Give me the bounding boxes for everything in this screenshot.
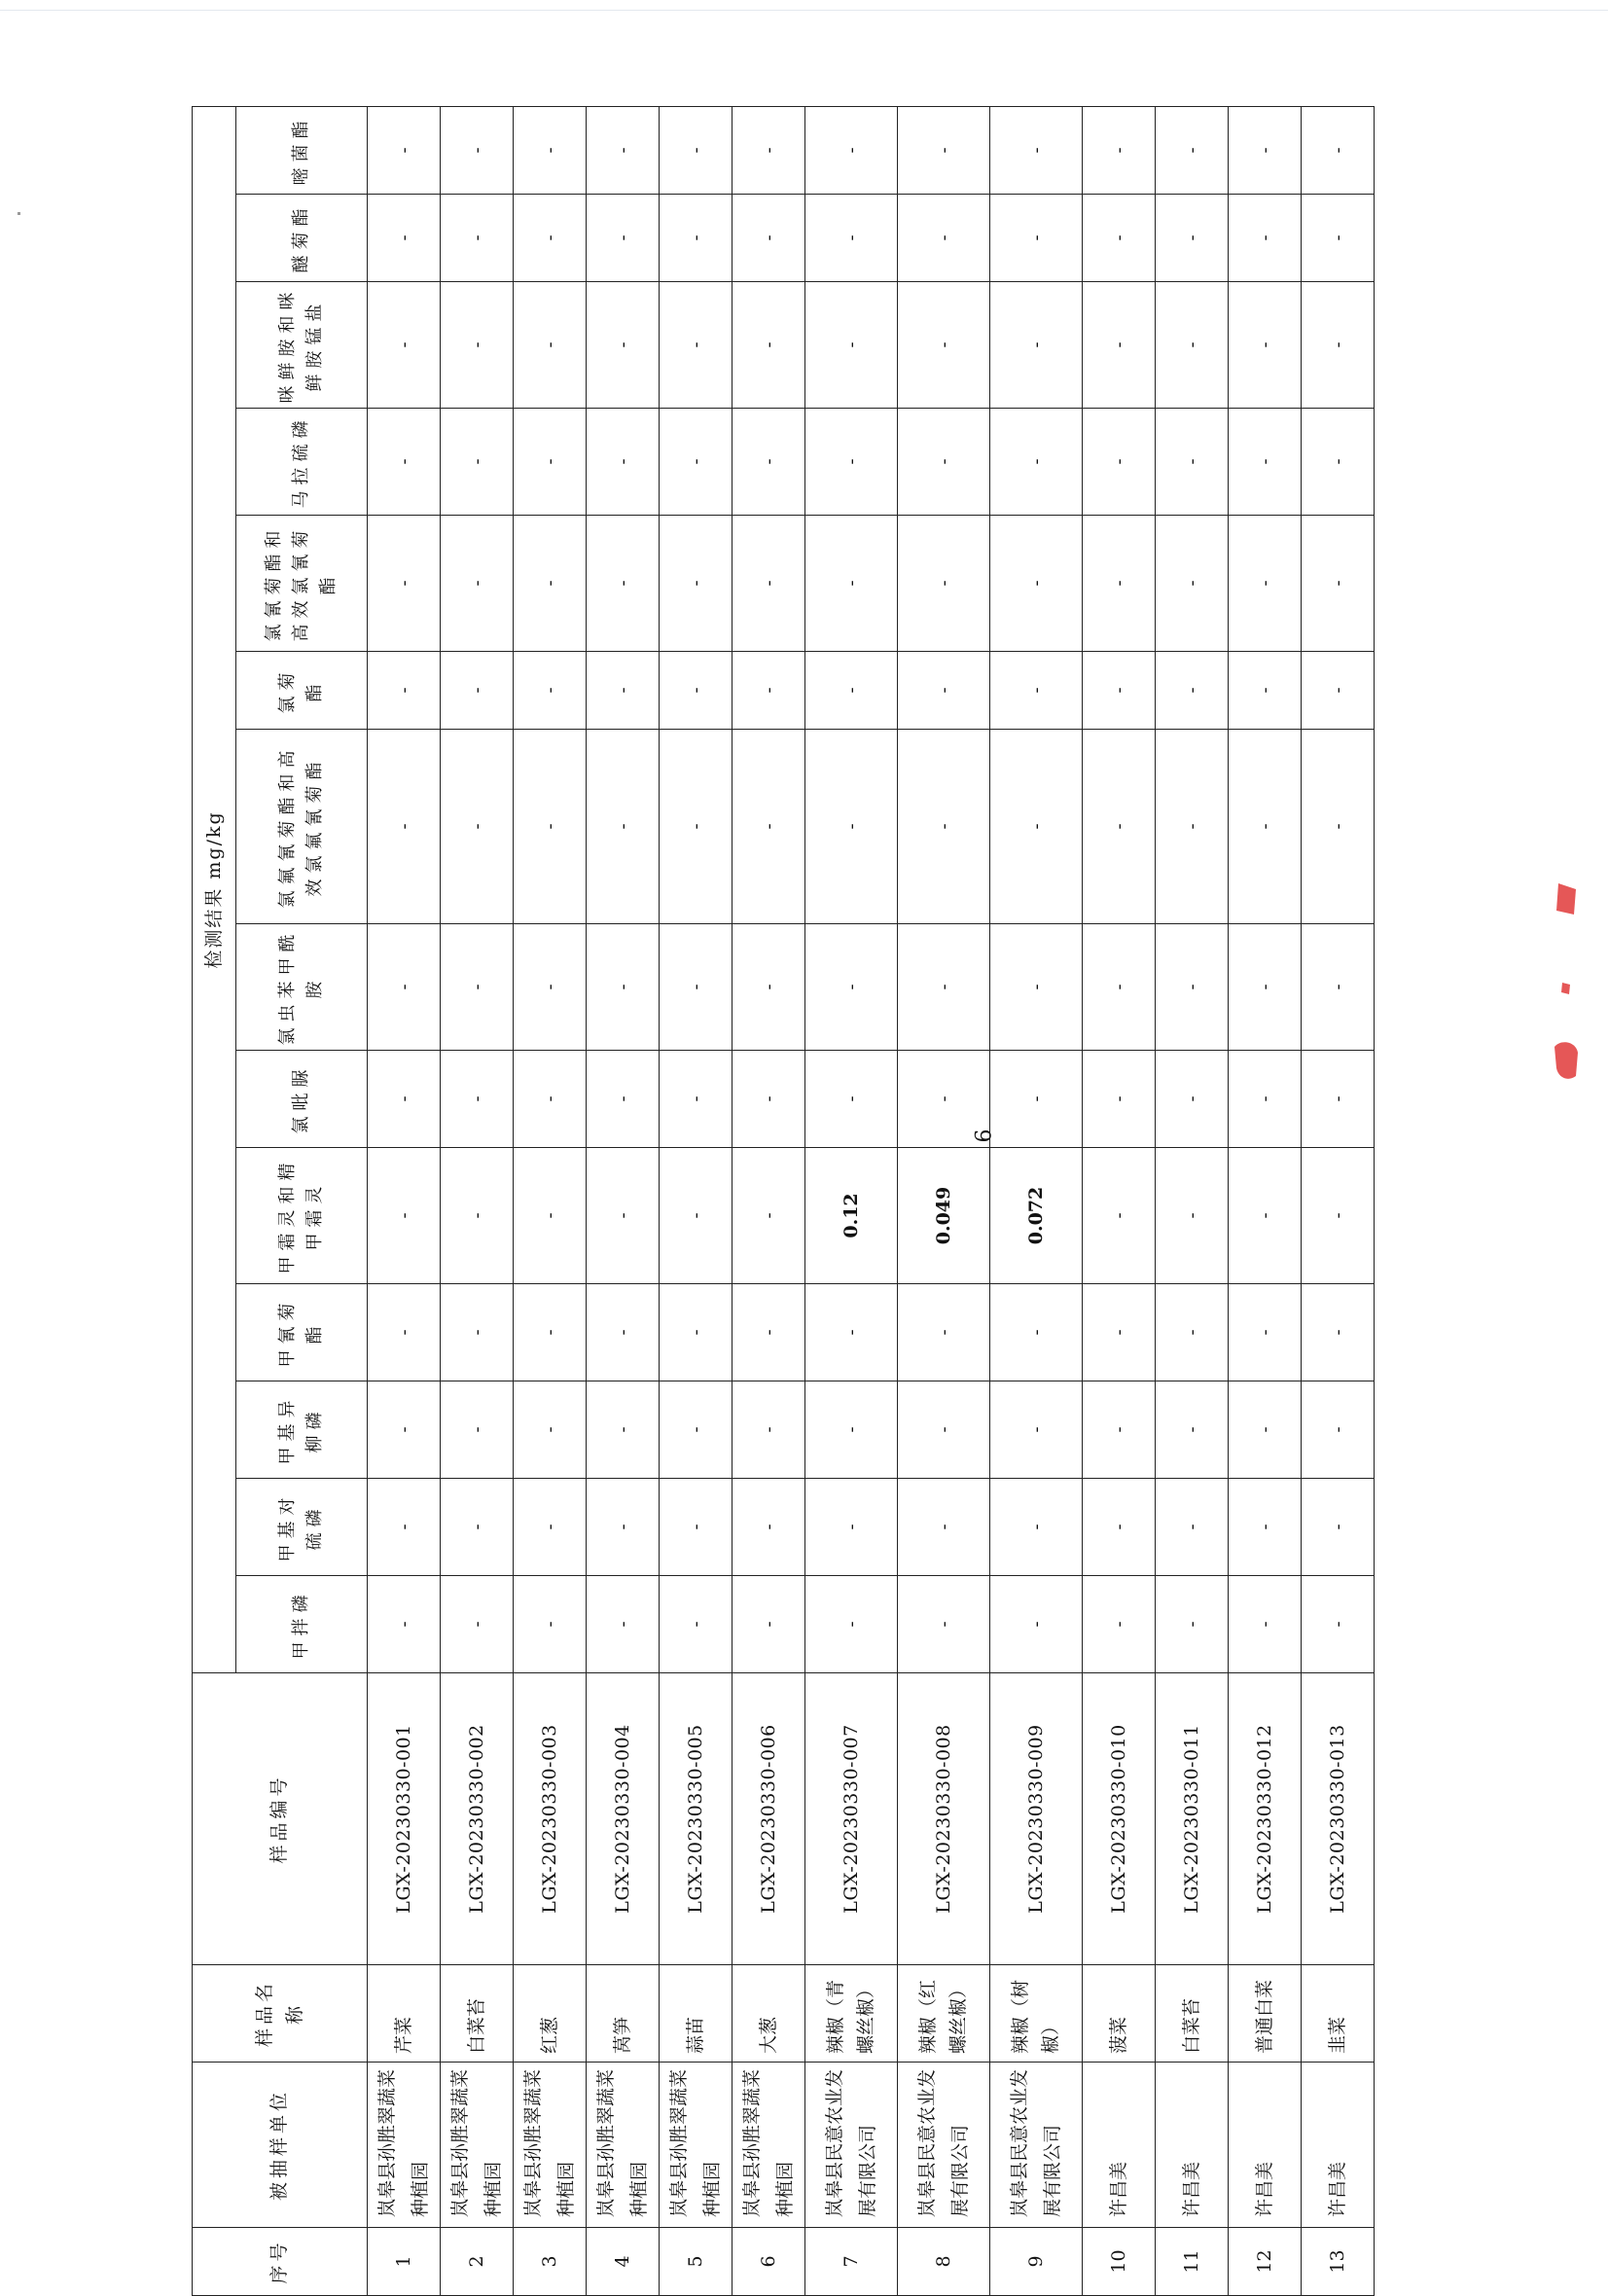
cell-result-value: - bbox=[587, 1576, 660, 1673]
cell-result-value: 0.049 bbox=[898, 1148, 990, 1284]
cell-result-value: - bbox=[1302, 195, 1375, 282]
cell-result-value: - bbox=[1156, 652, 1229, 730]
cell-result-value: - bbox=[805, 1576, 898, 1673]
cell-sample-name: 大葱 bbox=[733, 1965, 805, 2063]
cell-sampled-unit: 岚皋县民意农业发展有限公司 bbox=[990, 2063, 1083, 2228]
header-analyte: 甲基异柳磷 bbox=[236, 1381, 368, 1479]
cell-result-value: - bbox=[441, 924, 514, 1051]
cell-result-value: - bbox=[441, 730, 514, 924]
table-row bbox=[733, 106, 805, 2295]
cell-result-value: - bbox=[1083, 516, 1156, 652]
cell-result-value: - bbox=[898, 730, 990, 924]
cell-result-value: - bbox=[587, 1284, 660, 1381]
cell-sampled-unit: 岚皋县孙胜翠蔬菜种植园 bbox=[514, 2063, 587, 2228]
cell-sample-name: 菠菜 bbox=[1083, 1965, 1156, 2063]
cell-result-value: - bbox=[805, 1051, 898, 1148]
red-stamp-fragment-icon bbox=[1547, 876, 1586, 1090]
cell-result-value: - bbox=[660, 730, 733, 924]
cell-result-value: - bbox=[1083, 106, 1156, 194]
cell-seq: 3 bbox=[514, 2228, 587, 2296]
cell-result-value: - bbox=[1302, 1148, 1375, 1284]
table-row bbox=[368, 106, 441, 2295]
table-row bbox=[805, 106, 898, 2295]
cell-result-value: - bbox=[1302, 516, 1375, 652]
table-row bbox=[514, 106, 587, 2295]
results-table-rotated bbox=[192, 115, 1410, 2296]
cell-result-value: - bbox=[805, 516, 898, 652]
cell-result-value: - bbox=[514, 1479, 587, 1576]
cell-sample-name: 蒜苗 bbox=[660, 1965, 733, 2063]
table-row bbox=[990, 106, 1083, 2295]
cell-result-value: - bbox=[1229, 924, 1302, 1051]
cell-sample-code: LGX-20230330-005 bbox=[660, 1673, 733, 1965]
cell-result-value: - bbox=[805, 730, 898, 924]
cell-sample-name: 辣椒（树椒） bbox=[990, 1965, 1083, 2063]
cell-result-value: - bbox=[1083, 1148, 1156, 1284]
cell-result-value: - bbox=[1302, 1479, 1375, 1576]
header-analyte: 嘧菌酯 bbox=[236, 106, 368, 194]
cell-seq: 10 bbox=[1083, 2228, 1156, 2296]
cell-result-value: - bbox=[990, 1051, 1083, 1148]
cell-result-value: - bbox=[1302, 282, 1375, 409]
cell-sample-name: 红葱 bbox=[514, 1965, 587, 2063]
header-analyte: 氯虫苯甲酰胺 bbox=[236, 924, 368, 1051]
cell-result-value: - bbox=[587, 1381, 660, 1479]
cell-result-value: - bbox=[733, 924, 805, 1051]
cell-result-value: - bbox=[1302, 1576, 1375, 1673]
cell-result-value: - bbox=[660, 282, 733, 409]
cell-result-value: - bbox=[441, 409, 514, 516]
cell-result-value: - bbox=[441, 195, 514, 282]
cell-result-value: - bbox=[1156, 1051, 1229, 1148]
cell-result-value: - bbox=[514, 409, 587, 516]
cell-result-value: - bbox=[368, 1148, 441, 1284]
cell-sample-code: LGX-20230330-008 bbox=[898, 1673, 990, 1965]
cell-result-value: - bbox=[587, 1051, 660, 1148]
cell-result-value: - bbox=[898, 652, 990, 730]
cell-result-value: - bbox=[805, 106, 898, 194]
cell-sample-code: LGX-20230330-001 bbox=[368, 1673, 441, 1965]
cell-result-value: - bbox=[587, 730, 660, 924]
cell-result-value: - bbox=[368, 730, 441, 924]
cell-result-value: - bbox=[733, 1381, 805, 1479]
cell-result-value: - bbox=[990, 924, 1083, 1051]
header-analyte: 甲霜灵和精甲霜灵 bbox=[236, 1148, 368, 1284]
cell-result-value: - bbox=[514, 516, 587, 652]
cell-result-value: - bbox=[1156, 409, 1229, 516]
cell-result-value: - bbox=[1229, 1479, 1302, 1576]
cell-result-value: - bbox=[1302, 409, 1375, 516]
cell-result-value: - bbox=[1083, 409, 1156, 516]
cell-result-value: - bbox=[990, 516, 1083, 652]
cell-result-value: - bbox=[441, 652, 514, 730]
cell-result-value: - bbox=[898, 924, 990, 1051]
cell-result-value: - bbox=[733, 1148, 805, 1284]
cell-result-value: - bbox=[1156, 1479, 1229, 1576]
cell-result-value: - bbox=[514, 195, 587, 282]
cell-result-value: - bbox=[1229, 516, 1302, 652]
cell-result-value: - bbox=[368, 1479, 441, 1576]
cell-result-value: - bbox=[1083, 730, 1156, 924]
cell-seq: 12 bbox=[1229, 2228, 1302, 2296]
cell-result-value: - bbox=[1302, 730, 1375, 924]
cell-result-value: - bbox=[441, 1051, 514, 1148]
cell-result-value: - bbox=[733, 282, 805, 409]
header-sample-name: 样品名称 bbox=[193, 1965, 368, 2063]
cell-sampled-unit: 岚皋县民意农业发展有限公司 bbox=[898, 2063, 990, 2228]
cell-result-value: - bbox=[898, 1284, 990, 1381]
cell-result-value: - bbox=[368, 516, 441, 652]
cell-result-value: - bbox=[660, 1284, 733, 1381]
cell-sampled-unit: 许昌美 bbox=[1156, 2063, 1229, 2228]
cell-result-value: - bbox=[660, 1148, 733, 1284]
cell-result-value: - bbox=[1229, 106, 1302, 194]
cell-seq: 4 bbox=[587, 2228, 660, 2296]
cell-result-value: - bbox=[898, 1576, 990, 1673]
cell-result-value: - bbox=[898, 1479, 990, 1576]
cell-result-value: 0.12 bbox=[805, 1148, 898, 1284]
cell-seq: 8 bbox=[898, 2228, 990, 2296]
cell-result-value: - bbox=[368, 652, 441, 730]
cell-result-value: - bbox=[1229, 409, 1302, 516]
cell-result-value: - bbox=[1083, 1479, 1156, 1576]
table-row bbox=[898, 106, 990, 2295]
cell-result-value: - bbox=[898, 516, 990, 652]
cell-sample-code: LGX-20230330-006 bbox=[733, 1673, 805, 1965]
cell-result-value: - bbox=[1229, 1284, 1302, 1381]
header-analyte: 甲拌磷 bbox=[236, 1576, 368, 1673]
header-analyte: 氯氰菊酯和高效氯氰菊酯 bbox=[236, 516, 368, 652]
cell-result-value: - bbox=[1156, 516, 1229, 652]
table-row bbox=[1229, 106, 1302, 2295]
cell-sample-code: LGX-20230330-007 bbox=[805, 1673, 898, 1965]
cell-result-value: - bbox=[1302, 106, 1375, 194]
header-sampled-unit: 被抽样单位 bbox=[193, 2063, 368, 2228]
cell-result-value: - bbox=[733, 516, 805, 652]
header-analyte: 马拉硫磷 bbox=[236, 409, 368, 516]
cell-result-value: - bbox=[990, 409, 1083, 516]
cell-result-value: - bbox=[587, 195, 660, 282]
header-analyte: 醚菊酯 bbox=[236, 195, 368, 282]
cell-result-value: - bbox=[514, 1284, 587, 1381]
cell-result-value: - bbox=[1083, 1576, 1156, 1673]
cell-result-value: - bbox=[368, 1576, 441, 1673]
cell-seq: 2 bbox=[441, 2228, 514, 2296]
cell-result-value: - bbox=[733, 1284, 805, 1381]
cell-result-value: - bbox=[990, 1576, 1083, 1673]
table-row bbox=[441, 106, 514, 2295]
cell-result-value: - bbox=[733, 652, 805, 730]
cell-result-value: - bbox=[587, 516, 660, 652]
cell-result-value: - bbox=[441, 1284, 514, 1381]
cell-result-value: - bbox=[990, 282, 1083, 409]
cell-result-value: - bbox=[1083, 195, 1156, 282]
cell-sampled-unit: 岚皋县孙胜翠蔬菜种植园 bbox=[733, 2063, 805, 2228]
cell-result-value: - bbox=[733, 409, 805, 516]
cell-result-value: - bbox=[368, 195, 441, 282]
header-analyte: 氯氟氰菊酯和高效氯氟氰菊酯 bbox=[236, 730, 368, 924]
cell-result-value: - bbox=[805, 409, 898, 516]
cell-result-value: - bbox=[660, 516, 733, 652]
cell-result-value: - bbox=[898, 1051, 990, 1148]
cell-result-value: - bbox=[587, 409, 660, 516]
cell-result-value: - bbox=[1156, 282, 1229, 409]
cell-result-value: - bbox=[898, 409, 990, 516]
cell-result-value: - bbox=[733, 106, 805, 194]
cell-result-value: - bbox=[514, 1051, 587, 1148]
cell-result-value: - bbox=[514, 1381, 587, 1479]
cell-result-value: - bbox=[660, 106, 733, 194]
cell-result-value: - bbox=[1229, 195, 1302, 282]
cell-result-value: - bbox=[441, 1381, 514, 1479]
cell-result-value: - bbox=[368, 1284, 441, 1381]
cell-result-value: 0.072 bbox=[990, 1148, 1083, 1284]
cell-result-value: - bbox=[1083, 1381, 1156, 1479]
cell-result-value: - bbox=[1302, 1381, 1375, 1479]
cell-result-value: - bbox=[514, 1576, 587, 1673]
cell-result-value: - bbox=[660, 652, 733, 730]
cell-sampled-unit: 岚皋县孙胜翠蔬菜种植园 bbox=[587, 2063, 660, 2228]
cell-result-value: - bbox=[805, 652, 898, 730]
cell-result-value: - bbox=[514, 924, 587, 1051]
cell-result-value: - bbox=[1229, 282, 1302, 409]
cell-result-value: - bbox=[898, 282, 990, 409]
cell-result-value: - bbox=[368, 924, 441, 1051]
cell-result-value: - bbox=[514, 1148, 587, 1284]
cell-result-value: - bbox=[733, 730, 805, 924]
cell-result-value: - bbox=[1156, 106, 1229, 194]
cell-sample-code: LGX-20230330-011 bbox=[1156, 1673, 1229, 1965]
cell-result-value: - bbox=[1156, 1576, 1229, 1673]
cell-result-value: - bbox=[660, 409, 733, 516]
cell-result-value: - bbox=[587, 924, 660, 1051]
cell-result-value: - bbox=[898, 195, 990, 282]
cell-sample-name: 芹菜 bbox=[368, 1965, 441, 2063]
cell-result-value: - bbox=[1302, 1284, 1375, 1381]
cell-result-value: - bbox=[514, 282, 587, 409]
cell-result-value: - bbox=[733, 1576, 805, 1673]
page-number: 6 bbox=[972, 1129, 997, 1143]
cell-result-value: - bbox=[1229, 730, 1302, 924]
cell-result-value: - bbox=[368, 1381, 441, 1479]
table-row bbox=[587, 106, 660, 2295]
header-analyte: 甲氰菊酯 bbox=[236, 1284, 368, 1381]
cell-sample-name: 莴笋 bbox=[587, 1965, 660, 2063]
cell-result-value: - bbox=[660, 1479, 733, 1576]
cell-sampled-unit: 许昌美 bbox=[1083, 2063, 1156, 2228]
cell-result-value: - bbox=[660, 1576, 733, 1673]
header-analyte: 氯菊酯 bbox=[236, 652, 368, 730]
cell-result-value: - bbox=[990, 106, 1083, 194]
cell-result-value: - bbox=[1083, 1051, 1156, 1148]
cell-result-value: - bbox=[990, 1381, 1083, 1479]
cell-result-value: - bbox=[1156, 1148, 1229, 1284]
cell-result-value: - bbox=[1229, 652, 1302, 730]
header-analyte: 咪鲜胺和咪鲜胺锰盐 bbox=[236, 282, 368, 409]
cell-sample-name: 韭菜 bbox=[1302, 1965, 1375, 2063]
table-row bbox=[660, 106, 733, 2295]
cell-result-value: - bbox=[441, 1479, 514, 1576]
cell-sample-code: LGX-20230330-013 bbox=[1302, 1673, 1375, 1965]
cell-result-value: - bbox=[441, 106, 514, 194]
cell-sampled-unit: 许昌美 bbox=[1302, 2063, 1375, 2228]
cell-result-value: - bbox=[1156, 1381, 1229, 1479]
cell-result-value: - bbox=[990, 1479, 1083, 1576]
cell-result-value: - bbox=[898, 1381, 990, 1479]
scan-edge-line bbox=[0, 10, 1608, 11]
cell-result-value: - bbox=[660, 1051, 733, 1148]
cell-sample-name: 普通白菜 bbox=[1229, 1965, 1302, 2063]
cell-result-value: - bbox=[587, 282, 660, 409]
cell-sample-name: 辣椒（青螺丝椒） bbox=[805, 1965, 898, 2063]
cell-result-value: - bbox=[733, 1479, 805, 1576]
cell-sampled-unit: 许昌美 bbox=[1229, 2063, 1302, 2228]
cell-result-value: - bbox=[441, 1576, 514, 1673]
cell-sample-code: LGX-20230330-003 bbox=[514, 1673, 587, 1965]
cell-result-value: - bbox=[805, 1284, 898, 1381]
cell-result-value: - bbox=[1302, 924, 1375, 1051]
pesticide-results-table bbox=[192, 106, 1375, 2296]
cell-result-value: - bbox=[733, 195, 805, 282]
cell-result-value: - bbox=[587, 106, 660, 194]
cell-result-value: - bbox=[441, 1148, 514, 1284]
cell-result-value: - bbox=[587, 652, 660, 730]
table-row bbox=[1083, 106, 1156, 2295]
cell-result-value: - bbox=[368, 106, 441, 194]
cell-result-value: - bbox=[514, 730, 587, 924]
cell-result-value: - bbox=[990, 730, 1083, 924]
cell-result-value: - bbox=[1156, 924, 1229, 1051]
cell-result-value: - bbox=[1229, 1051, 1302, 1148]
cell-sampled-unit: 岚皋县民意农业发展有限公司 bbox=[805, 2063, 898, 2228]
header-analyte: 氯吡脲 bbox=[236, 1051, 368, 1148]
cell-result-value: - bbox=[441, 516, 514, 652]
cell-result-value: - bbox=[1302, 1051, 1375, 1148]
cell-result-value: - bbox=[805, 195, 898, 282]
header-analyte: 甲基对硫磷 bbox=[236, 1479, 368, 1576]
cell-sampled-unit: 岚皋县孙胜翠蔬菜种植园 bbox=[660, 2063, 733, 2228]
cell-seq: 6 bbox=[733, 2228, 805, 2296]
cell-result-value: - bbox=[1302, 652, 1375, 730]
cell-result-value: - bbox=[368, 282, 441, 409]
cell-result-value: - bbox=[1229, 1381, 1302, 1479]
cell-sample-code: LGX-20230330-002 bbox=[441, 1673, 514, 1965]
cell-result-value: - bbox=[805, 924, 898, 1051]
cell-result-value: - bbox=[1156, 730, 1229, 924]
cell-result-value: - bbox=[1083, 1284, 1156, 1381]
cell-result-value: - bbox=[660, 1381, 733, 1479]
cell-sampled-unit: 岚皋县孙胜翠蔬菜种植园 bbox=[441, 2063, 514, 2228]
cell-sample-name: 白菜苔 bbox=[1156, 1965, 1229, 2063]
cell-result-value: - bbox=[660, 195, 733, 282]
header-results-group: 检测结果 mg/kg bbox=[193, 106, 236, 1672]
cell-result-value: - bbox=[514, 652, 587, 730]
cell-result-value: - bbox=[1083, 282, 1156, 409]
cell-result-value: - bbox=[805, 282, 898, 409]
cell-result-value: - bbox=[587, 1479, 660, 1576]
cell-result-value: - bbox=[990, 1284, 1083, 1381]
cell-seq: 7 bbox=[805, 2228, 898, 2296]
cell-result-value: - bbox=[368, 1051, 441, 1148]
cell-result-value: - bbox=[805, 1479, 898, 1576]
cell-result-value: - bbox=[990, 195, 1083, 282]
cell-result-value: - bbox=[1229, 1148, 1302, 1284]
cell-seq: 13 bbox=[1302, 2228, 1375, 2296]
cell-result-value: - bbox=[1156, 1284, 1229, 1381]
cell-sample-code: LGX-20230330-012 bbox=[1229, 1673, 1302, 1965]
cell-result-value: - bbox=[1083, 652, 1156, 730]
cell-result-value: - bbox=[1083, 924, 1156, 1051]
cell-sample-code: LGX-20230330-009 bbox=[990, 1673, 1083, 1965]
cell-seq: 1 bbox=[368, 2228, 441, 2296]
header-seq: 序号 bbox=[193, 2228, 368, 2296]
cell-result-value: - bbox=[733, 1051, 805, 1148]
cell-result-value: - bbox=[368, 409, 441, 516]
cell-sampled-unit: 岚皋县孙胜翠蔬菜种植园 bbox=[368, 2063, 441, 2228]
cell-result-value: - bbox=[441, 282, 514, 409]
cell-sample-name: 辣椒（红螺丝椒） bbox=[898, 1965, 990, 2063]
table-row bbox=[1302, 106, 1375, 2295]
cell-result-value: - bbox=[514, 106, 587, 194]
cell-seq: 11 bbox=[1156, 2228, 1229, 2296]
cell-seq: 5 bbox=[660, 2228, 733, 2296]
cell-result-value: - bbox=[660, 924, 733, 1051]
cell-seq: 9 bbox=[990, 2228, 1083, 2296]
cell-sample-code: LGX-20230330-004 bbox=[587, 1673, 660, 1965]
cell-sample-name: 白菜苔 bbox=[441, 1965, 514, 2063]
table-body bbox=[368, 106, 1375, 2295]
table-row bbox=[1156, 106, 1229, 2295]
cell-result-value: - bbox=[990, 652, 1083, 730]
cell-result-value: - bbox=[805, 1381, 898, 1479]
cell-result-value: - bbox=[1229, 1576, 1302, 1673]
cell-result-value: - bbox=[898, 106, 990, 194]
header-sample-code: 样品编号 bbox=[193, 1673, 368, 1965]
scan-speck bbox=[18, 212, 20, 215]
cell-result-value: - bbox=[1156, 195, 1229, 282]
cell-sample-code: LGX-20230330-010 bbox=[1083, 1673, 1156, 1965]
cell-result-value: - bbox=[587, 1148, 660, 1284]
